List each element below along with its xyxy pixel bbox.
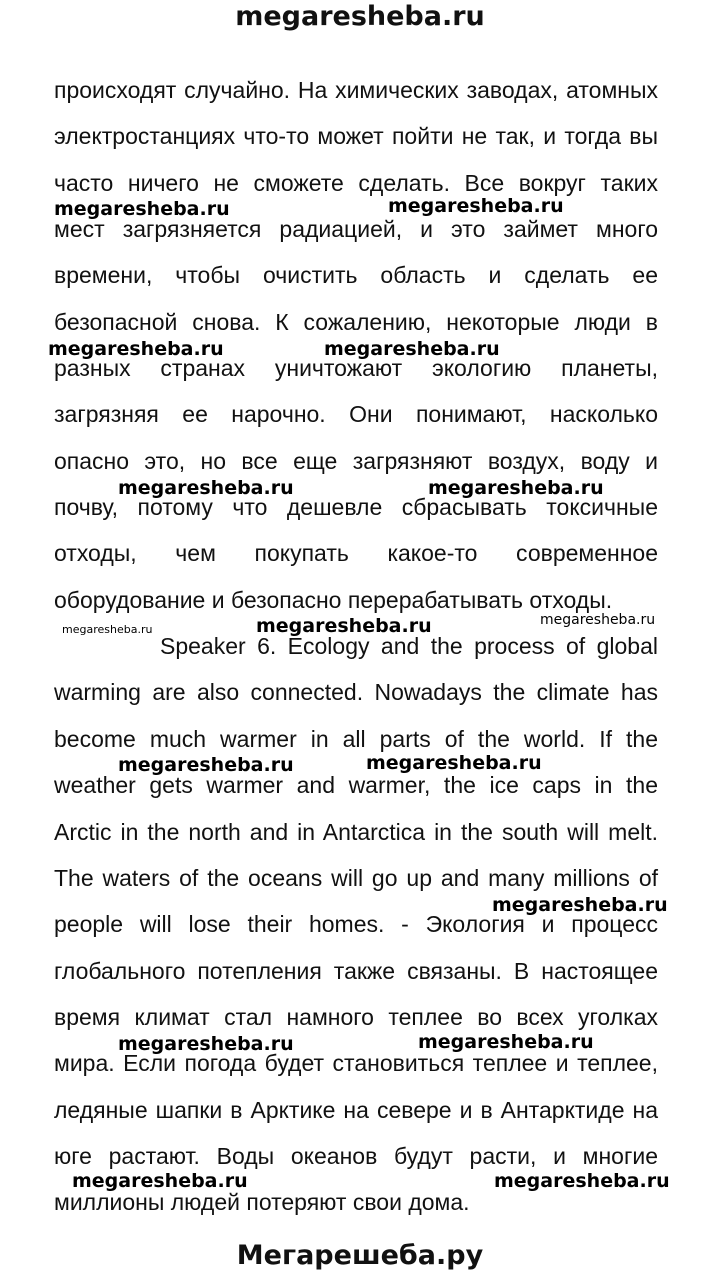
text-line: миллионы людей потеряют свои дома. [54, 1189, 470, 1215]
text-line: мира. Если погода будет становиться теплее и теплее, [54, 1050, 658, 1076]
speaker-6-heading-line: Speaker 6. Ecology and the process of global [160, 633, 658, 659]
text-line: часто ничего не сможете сделать. Все вокруг таких [54, 170, 658, 196]
text-line: опасно это, но все еще загрязняют воздух, воду и [54, 448, 658, 474]
text-line: происходят случайно. На химических заводах, атомных [54, 77, 658, 103]
site-footer: Мегарешеба.ру [236, 1240, 484, 1271]
watermark: megaresheba.ru [388, 195, 564, 217]
watermark: megaresheba.ru [118, 477, 294, 499]
text-line: warming are also connected. Nowadays the climate has [54, 679, 658, 705]
text-line: become much warmer in all parts of the world. If the [54, 726, 658, 752]
text-line: времени, чтобы очистить область и сделать ее [54, 262, 658, 288]
text-line: weather gets warmer and warmer, the ice caps in the [54, 772, 658, 798]
text-line: почву, потому что дешевле сбрасывать токсичные [54, 494, 658, 520]
text-line: The waters of the oceans will go up and many millions of [54, 865, 658, 891]
watermark: megaresheba.ru [540, 612, 656, 628]
watermark: megaresheba.ru [324, 338, 500, 360]
watermark: megaresheba.ru [72, 1170, 248, 1192]
text-line: безопасной снова. К сожалению, некоторые люди в [54, 309, 658, 335]
watermark: megaresheba.ru [418, 1031, 594, 1053]
text-line: электростанциях что-то может пойти не так, и тогда вы [54, 123, 658, 149]
watermark: megaresheba.ru [366, 752, 542, 774]
watermark: megaresheba.ru [428, 477, 604, 499]
text-line: оборудование и безопасно перерабатывать отходы. [54, 587, 613, 613]
watermark: megaresheba.ru [54, 198, 230, 220]
watermark: megaresheba.ru [256, 615, 432, 637]
text-line: people will lose their homes. - Экология и процесс [54, 911, 658, 937]
site-header: megaresheba.ru [235, 1, 485, 32]
text-line: загрязняя ее нарочно. Они понимают, насколько [54, 401, 658, 427]
text-line: юге растают. Воды океанов будут расти, и многие [54, 1143, 658, 1169]
watermark: megaresheba.ru [62, 623, 153, 636]
text-line: отходы, чем покупать какое-то современное [54, 540, 658, 566]
text-line: мест загрязняется радиацией, и это займет много [54, 216, 658, 242]
watermark: megaresheba.ru [118, 1033, 294, 1055]
watermark: megaresheba.ru [118, 754, 294, 776]
watermark: megaresheba.ru [48, 338, 224, 360]
text-line: Arctic in the north and in Antarctica in the south will melt. [54, 819, 658, 845]
watermark: megaresheba.ru [494, 1170, 670, 1192]
text-line: ледяные шапки в Арктике на севере и в Антарктиде на [54, 1097, 658, 1123]
watermark: megaresheba.ru [492, 894, 668, 916]
text-line: глобального потепления также связаны. В настоящее [54, 958, 658, 984]
text-line: разных странах уничтожают экологию планеты, [54, 355, 658, 381]
text-line: время климат стал намного теплее во всех уголках [54, 1004, 658, 1030]
